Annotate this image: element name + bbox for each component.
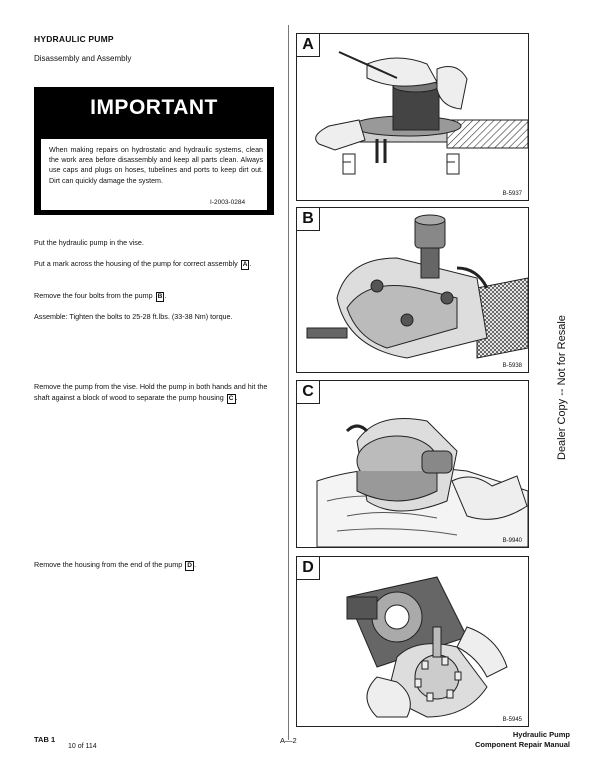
- figure-b: [296, 207, 529, 373]
- figure-c-illustration: [297, 381, 528, 547]
- important-title: IMPORTANT: [90, 96, 218, 119]
- figure-ref-a: A: [242, 261, 248, 268]
- instruction-4: Assemble: Tighten the bolts to 25-28 ft.lbs. (33-38 Nm) torque.: [34, 312, 233, 321]
- section-title: HYDRAULIC PUMP: [34, 34, 114, 44]
- figure-d: [296, 556, 529, 727]
- instruction-5: Remove the pump from the vise. Hold the pump in both hands and hit the shaft against a block of wood to separate the pump housing C .: [34, 382, 268, 402]
- figure-a-illustration: [297, 34, 528, 200]
- figure-d-code: B-5945: [502, 717, 522, 723]
- figure-b-label: B: [297, 208, 320, 231]
- important-text: When making repairs on hydrostatic and hydraulic systems, clean the work area before disassembly and keep all parts clean. Always use caps and plugs on hoses, tubelines and ports to keep dirt out. Dirt can quickly damage the system.: [49, 146, 263, 185]
- figure-c-label: C: [297, 381, 320, 404]
- footer-title-line2: Component Repair Manual: [474, 740, 570, 749]
- footer-page-number: A—2: [280, 736, 297, 745]
- footer-title-line1: Hydraulic Pump: [512, 730, 570, 739]
- section-subtitle: Disassembly and Assembly: [34, 54, 132, 63]
- dealer-copy-notice: Dealer Copy -- Not for Resale: [556, 315, 568, 460]
- figure-ref-c: C: [228, 394, 234, 402]
- important-code: I-2003-0284: [210, 199, 246, 206]
- column-divider: [288, 25, 289, 740]
- figure-a-label: A: [297, 34, 320, 57]
- instruction-1: Put the hydraulic pump in the vise.: [34, 238, 144, 247]
- figure-d-illustration: [297, 557, 528, 726]
- figure-a: [296, 33, 529, 201]
- figure-b-illustration: [297, 208, 528, 372]
- figure-b-code: B-5938: [502, 363, 522, 369]
- figure-c-code: B-9940: [502, 538, 522, 544]
- figure-ref-d: D: [187, 562, 192, 569]
- instruction-2: Put a mark across the housing of the pump for correct assembly A .: [34, 259, 252, 268]
- footer-tab: TAB 1: [34, 735, 56, 744]
- figure-ref-b: B: [157, 293, 163, 300]
- figure-d-label: D: [297, 557, 320, 580]
- footer-page-count: 10 of 114: [68, 743, 97, 750]
- figure-a-code: B-5937: [502, 191, 522, 197]
- instruction-3: Remove the four bolts from the pump B .: [34, 291, 167, 300]
- figure-c: [296, 380, 529, 548]
- instruction-6: Remove the housing from the end of the pump D .: [34, 560, 196, 569]
